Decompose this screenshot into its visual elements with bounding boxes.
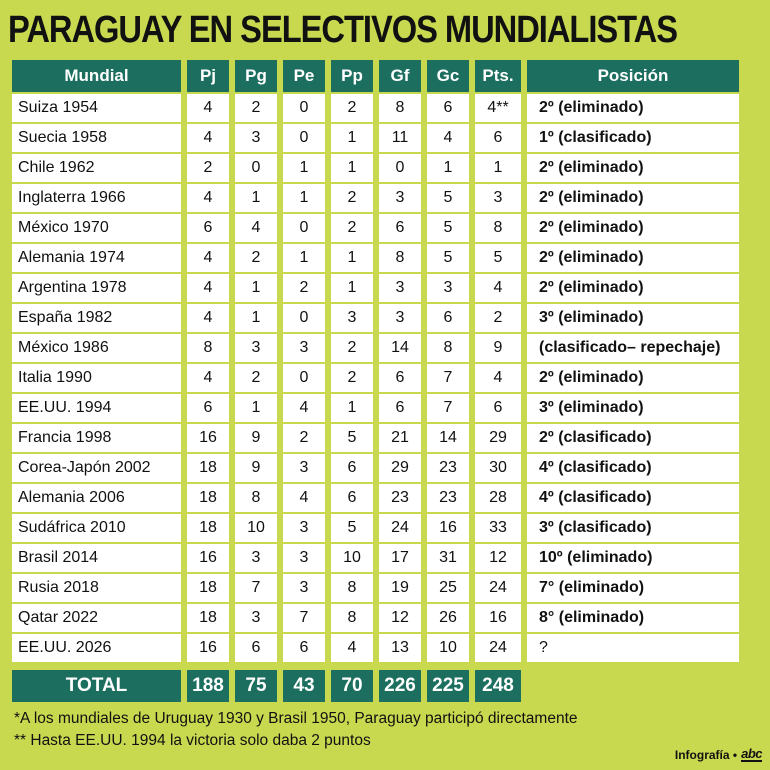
total-pp: 70 (331, 670, 373, 702)
cell-gc: 5 (427, 184, 469, 212)
cell-mundial: Suiza 1954 (12, 94, 181, 122)
cell-pj: 16 (187, 424, 229, 452)
cell-pe: 4 (283, 484, 325, 512)
cell-pts: 4 (475, 364, 521, 392)
cell-mundial: Chile 1962 (12, 154, 181, 182)
cell-pe: 3 (283, 334, 325, 362)
cell-gf: 24 (379, 514, 421, 542)
cell-gf: 13 (379, 634, 421, 662)
cell-pj: 4 (187, 244, 229, 272)
cell-mundial: Rusia 2018 (12, 574, 181, 602)
cell-pg: 1 (235, 184, 277, 212)
cell-pj: 18 (187, 574, 229, 602)
cell-posicion: 2º (clasificado) (527, 424, 739, 452)
cell-pts: 3 (475, 184, 521, 212)
cell-pts: 16 (475, 604, 521, 632)
cell-pe: 2 (283, 424, 325, 452)
cell-pts: 12 (475, 544, 521, 572)
cell-mundial: EE.UU. 1994 (12, 394, 181, 422)
cell-mundial: Brasil 2014 (12, 544, 181, 572)
cell-gf: 8 (379, 94, 421, 122)
cell-pj: 16 (187, 634, 229, 662)
cell-pj: 6 (187, 394, 229, 422)
abc-logo-icon: abc (741, 746, 762, 761)
footnote-2: ** Hasta EE.UU. 1994 la victoria solo daba 2 puntos (14, 732, 371, 749)
cell-pg: 9 (235, 454, 277, 482)
cell-posicion: (clasificado– repechaje) (527, 334, 739, 362)
cell-gf: 29 (379, 454, 421, 482)
cell-pp: 5 (331, 424, 373, 452)
cell-mundial: Sudáfrica 2010 (12, 514, 181, 542)
cell-gf: 21 (379, 424, 421, 452)
total-pg: 75 (235, 670, 277, 702)
cell-mundial: EE.UU. 2026 (12, 634, 181, 662)
total-pts: 248 (475, 670, 521, 702)
cell-pj: 2 (187, 154, 229, 182)
cell-pts: 4** (475, 94, 521, 122)
cell-pe: 0 (283, 94, 325, 122)
cell-pts: 24 (475, 574, 521, 602)
cell-gc: 4 (427, 124, 469, 152)
total-spacer (527, 670, 739, 702)
cell-pg: 6 (235, 634, 277, 662)
cell-pts: 28 (475, 484, 521, 512)
cell-pg: 1 (235, 274, 277, 302)
cell-gf: 6 (379, 214, 421, 242)
cell-pts: 6 (475, 124, 521, 152)
cell-pe: 0 (283, 304, 325, 332)
cell-pts: 33 (475, 514, 521, 542)
cell-pg: 3 (235, 544, 277, 572)
header-pp: Pp (331, 60, 373, 92)
cell-mundial: Corea-Japón 2002 (12, 454, 181, 482)
cell-pp: 8 (331, 574, 373, 602)
total-pe: 43 (283, 670, 325, 702)
page-title: PARAGUAY EN SELECTIVOS MUNDIALISTAS (8, 9, 678, 51)
footnotes (14, 708, 754, 752)
cell-posicion: 3º (clasificado) (527, 514, 739, 542)
cell-pg: 3 (235, 604, 277, 632)
cell-mundial: Suecia 1958 (12, 124, 181, 152)
total-pj: 188 (187, 670, 229, 702)
cell-pg: 10 (235, 514, 277, 542)
total-gc: 225 (427, 670, 469, 702)
credit-label: Infografía • (674, 748, 738, 762)
cell-gf: 8 (379, 244, 421, 272)
cell-pg: 4 (235, 214, 277, 242)
cell-pe: 7 (283, 604, 325, 632)
cell-pj: 4 (187, 304, 229, 332)
cell-gc: 14 (427, 424, 469, 452)
cell-gf: 3 (379, 184, 421, 212)
cell-gc: 10 (427, 634, 469, 662)
cell-pts: 1 (475, 154, 521, 182)
cell-gc: 23 (427, 454, 469, 482)
cell-pe: 1 (283, 244, 325, 272)
cell-gc: 7 (427, 394, 469, 422)
cell-pp: 2 (331, 364, 373, 392)
cell-mundial: Argentina 1978 (12, 274, 181, 302)
cell-pg: 1 (235, 304, 277, 332)
cell-pj: 4 (187, 364, 229, 392)
cell-pg: 3 (235, 124, 277, 152)
cell-gf: 3 (379, 274, 421, 302)
cell-pts: 8 (475, 214, 521, 242)
footnote-1: *A los mundiales de Uruguay 1930 y Brasil 1950, Paraguay participó directamente (14, 710, 578, 727)
cell-gf: 0 (379, 154, 421, 182)
cell-pts: 9 (475, 334, 521, 362)
cell-pp: 6 (331, 454, 373, 482)
cell-posicion: 4º (clasificado) (527, 454, 739, 482)
header-pg: Pg (235, 60, 277, 92)
cell-gc: 26 (427, 604, 469, 632)
cell-pe: 1 (283, 154, 325, 182)
cell-pts: 6 (475, 394, 521, 422)
cell-gf: 6 (379, 364, 421, 392)
cell-posicion: 10º (eliminado) (527, 544, 739, 572)
cell-pj: 18 (187, 454, 229, 482)
cell-posicion: ? (527, 634, 739, 662)
cell-pg: 1 (235, 394, 277, 422)
cell-pj: 18 (187, 604, 229, 632)
cell-pp: 2 (331, 184, 373, 212)
cell-posicion: 4º (clasificado) (527, 484, 739, 512)
header-pts: Pts. (475, 60, 521, 92)
cell-pg: 2 (235, 94, 277, 122)
cell-pe: 6 (283, 634, 325, 662)
cell-gc: 5 (427, 244, 469, 272)
cell-mundial: Alemania 1974 (12, 244, 181, 272)
cell-gc: 31 (427, 544, 469, 572)
cell-gc: 1 (427, 154, 469, 182)
cell-pe: 2 (283, 274, 325, 302)
cell-gc: 5 (427, 214, 469, 242)
cell-mundial: Italia 1990 (12, 364, 181, 392)
cell-mundial: México 1970 (12, 214, 181, 242)
cell-posicion: 3º (eliminado) (527, 394, 739, 422)
cell-gc: 25 (427, 574, 469, 602)
cell-pj: 8 (187, 334, 229, 362)
cell-gf: 12 (379, 604, 421, 632)
cell-gf: 6 (379, 394, 421, 422)
cell-pp: 2 (331, 94, 373, 122)
cell-pj: 4 (187, 274, 229, 302)
cell-gf: 17 (379, 544, 421, 572)
cell-posicion: 1º (clasificado) (527, 124, 739, 152)
cell-mundial: Francia 1998 (12, 424, 181, 452)
cell-gc: 6 (427, 304, 469, 332)
cell-pe: 3 (283, 514, 325, 542)
cell-pe: 3 (283, 574, 325, 602)
cell-pe: 3 (283, 454, 325, 482)
cell-mundial: Qatar 2022 (12, 604, 181, 632)
cell-pj: 18 (187, 514, 229, 542)
cell-mundial: Alemania 2006 (12, 484, 181, 512)
cell-gf: 19 (379, 574, 421, 602)
cell-gf: 23 (379, 484, 421, 512)
cell-mundial: Inglaterra 1966 (12, 184, 181, 212)
cell-pp: 1 (331, 394, 373, 422)
cell-pg: 2 (235, 244, 277, 272)
header-posicion: Posición (527, 60, 739, 92)
cell-pg: 2 (235, 364, 277, 392)
cell-pj: 16 (187, 544, 229, 572)
cell-pp: 3 (331, 304, 373, 332)
header-pe: Pe (283, 60, 325, 92)
cell-pp: 10 (331, 544, 373, 572)
cell-pe: 0 (283, 124, 325, 152)
cell-pp: 1 (331, 124, 373, 152)
cell-pts: 2 (475, 304, 521, 332)
credit (675, 748, 762, 762)
cell-posicion: 2º (eliminado) (527, 94, 739, 122)
cell-posicion: 2º (eliminado) (527, 154, 739, 182)
cell-pe: 1 (283, 184, 325, 212)
cell-pg: 3 (235, 334, 277, 362)
cell-posicion: 2º (eliminado) (527, 244, 739, 272)
cell-gf: 14 (379, 334, 421, 362)
cell-gc: 8 (427, 334, 469, 362)
cell-pp: 4 (331, 634, 373, 662)
total-gf: 226 (379, 670, 421, 702)
cell-pp: 6 (331, 484, 373, 512)
cell-pp: 1 (331, 274, 373, 302)
cell-pp: 1 (331, 244, 373, 272)
cell-pts: 30 (475, 454, 521, 482)
cell-posicion: 8° (eliminado) (527, 604, 739, 632)
cell-posicion: 2º (eliminado) (527, 184, 739, 212)
cell-pg: 7 (235, 574, 277, 602)
cell-pp: 2 (331, 214, 373, 242)
cell-pts: 5 (475, 244, 521, 272)
cell-pg: 9 (235, 424, 277, 452)
cell-pj: 4 (187, 184, 229, 212)
cell-pg: 0 (235, 154, 277, 182)
cell-pj: 6 (187, 214, 229, 242)
cell-gc: 6 (427, 94, 469, 122)
cell-gc: 16 (427, 514, 469, 542)
cell-pj: 4 (187, 124, 229, 152)
cell-gf: 11 (379, 124, 421, 152)
cell-pts: 24 (475, 634, 521, 662)
cell-gf: 3 (379, 304, 421, 332)
cell-pe: 3 (283, 544, 325, 572)
cell-gc: 23 (427, 484, 469, 512)
cell-pp: 8 (331, 604, 373, 632)
standings-table (12, 60, 739, 702)
cell-posicion: 7° (eliminado) (527, 574, 739, 602)
cell-pp: 5 (331, 514, 373, 542)
cell-posicion: 3º (eliminado) (527, 304, 739, 332)
cell-pj: 18 (187, 484, 229, 512)
total-label: TOTAL (12, 670, 181, 702)
cell-mundial: España 1982 (12, 304, 181, 332)
cell-gc: 3 (427, 274, 469, 302)
header-gc: Gc (427, 60, 469, 92)
cell-posicion: 2º (eliminado) (527, 214, 739, 242)
cell-pe: 0 (283, 364, 325, 392)
cell-pe: 4 (283, 394, 325, 422)
header-mundial: Mundial (12, 60, 181, 92)
cell-gc: 7 (427, 364, 469, 392)
cell-pj: 4 (187, 94, 229, 122)
cell-pg: 8 (235, 484, 277, 512)
cell-posicion: 2º (eliminado) (527, 364, 739, 392)
cell-pts: 4 (475, 274, 521, 302)
cell-mundial: México 1986 (12, 334, 181, 362)
cell-pe: 0 (283, 214, 325, 242)
cell-pp: 2 (331, 334, 373, 362)
header-pj: Pj (187, 60, 229, 92)
cell-pts: 29 (475, 424, 521, 452)
cell-pp: 1 (331, 154, 373, 182)
cell-posicion: 2º (eliminado) (527, 274, 739, 302)
header-gf: Gf (379, 60, 421, 92)
